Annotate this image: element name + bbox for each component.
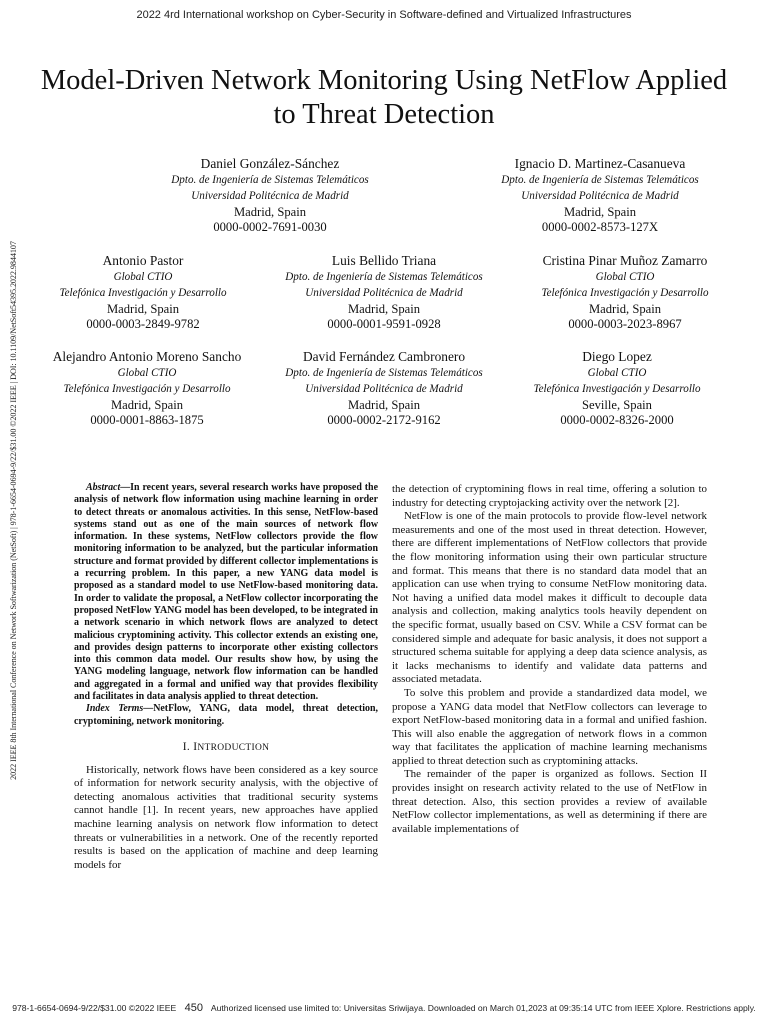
author-block xyxy=(28,348,266,429)
author-block xyxy=(145,155,395,236)
page-footer xyxy=(0,1002,768,1014)
author-location: Madrid, Spain xyxy=(110,397,184,412)
author-org: Universidad Politécnica de Madrid xyxy=(305,286,463,299)
abstract: Abstract—In recent years, several research works have proposed the analysis of network flow information using machine learning in order to detect threats or anomalous activities. In this sense, NetFlow-based systems stand out as one of the main sources of network flow information. In these systems, NetFlow collectors provide the flow monitoring information to be analyzed, but the particular information structure and format provided by different collector implementations is a recurring problem. In this paper, a new YANG data model is proposed as a standard model to use NetFlow-based monitoring data. In order to validate the proposal, a NetFlow collector incorporating the proposed NetFlow YANG model has been developed, to be integrated in a network scenario in which network flows are analyzed to detect malicious cryptomining activity. This collector extends an existing one, and provides design patterns to incorporate other existing collectors into this common data model. Our results show how, by using the YANG modeling language, network flow information can be handled and aggregated in a formal and unified way that provides flexibility and facilitates in data analysis applied to threat detection. xyxy=(74,482,378,703)
paragraph: The remainder of the paper is organized as follows. Section II provides insight on research activity related to the use of NetFlow in threat detection. Also, this section provides a review of available NetFlow collector implementations, as well as determining if there are available implementations of xyxy=(392,768,707,835)
author-org: Universidad Politécnica de Madrid xyxy=(521,189,679,202)
paragraph: To solve this problem and provide a standardized data model, we propose a YANG data model that NetFlow collectors can leverage to export NetFlow-based monitoring data in a formal and unified fashion. This will also enable the aggregation of network flows in a common way that facilitates the application of machine learning mechanisms applied to threat detection such as cryptomining attacks. xyxy=(392,686,707,767)
author-location: Madrid, Spain xyxy=(233,204,307,219)
author-dept: Dpto. de Ingeniería de Sistemas Telemáticos xyxy=(171,174,369,186)
author-org: Universidad Politécnica de Madrid xyxy=(305,382,463,395)
author-org: Universidad Politécnica de Madrid xyxy=(191,189,349,202)
author-dept: Global CTIO xyxy=(117,367,177,379)
index-terms-label: Index Terms xyxy=(86,703,144,715)
author-orcid: 0000-0002-2172-9162 xyxy=(327,413,441,428)
author-dept: Dpto. de Ingeniería de Sistemas Telemáticos xyxy=(285,271,483,283)
author-block xyxy=(465,155,735,236)
author-dept: Global CTIO xyxy=(113,271,173,283)
author-block xyxy=(28,252,258,333)
author-org: Telefónica Investigación y Desarrollo xyxy=(63,382,231,395)
author-block xyxy=(258,252,510,333)
author-location: Seville, Spain xyxy=(582,397,652,412)
author-orcid: 0000-0003-2849-9782 xyxy=(86,317,200,332)
page-number: 450 xyxy=(184,1002,203,1014)
side-copyright-text: 2022 IEEE 8th International Conference on Network Softwarization (NetSoft) | 978-1-6654-0694-9/22/$31.00 ©2022 IEEE | DOI: 10.1109/NetSoft54395.2022.9844107 xyxy=(8,240,18,780)
author-dept: Dpto. de Ingeniería de Sistemas Telemáticos xyxy=(501,174,699,186)
author-orcid: 0000-0002-8573-127X xyxy=(541,220,659,235)
author-block xyxy=(510,252,740,333)
side-copyright-note xyxy=(0,160,26,860)
author-location: Madrid, Spain xyxy=(106,301,180,316)
abstract-text: In recent years, several research works have proposed the analysis of network flow information using machine learning in order to detect threats or anomalous activities. In this sense, NetFlow-based systems stand out as one of the main sources of network flow information. In these systems, NetFlow collectors provide the flow monitoring information to be analyzed, but the particular information structure and format provided by different collector implementations is a recurring problem. In this paper, a new YANG data model is proposed as a standard model to use NetFlow-based monitoring data. In order to validate the proposal, a NetFlow collector incorporating the proposed NetFlow YANG model has been developed, to be integrated in a network scenario in which network flows are analyzed to detect malicious cryptomining activity. This collector extends an existing one, and provides design patterns to incorporate other existing collectors into this common data model. Our results show how, by using the YANG modeling language, network flow information can be handled and aggregated in a formal and unified way that provides flexibility and facilitates in data analysis applied to threat detection. xyxy=(74,482,378,703)
author-org: Telefónica Investigación y Desarrollo xyxy=(541,286,709,299)
section-title-rest: NTRODUCTION xyxy=(197,742,270,753)
abstract-label: Abstract xyxy=(86,482,121,493)
author-dept: Dpto. de Ingeniería de Sistemas Telemáticos xyxy=(285,367,483,379)
author-block xyxy=(500,348,734,429)
author-orcid: 0000-0001-9591-0928 xyxy=(327,317,441,332)
footer-isbn: 978-1-6654-0694-9/22/$31.00 ©2022 IEEE xyxy=(12,1003,177,1013)
author-dept: Global CTIO xyxy=(587,367,647,379)
paragraph: the detection of cryptomining flows in real time, offering a solution to industry for detecting cryptojacking activity over the network [2]. xyxy=(392,483,707,509)
author-block xyxy=(258,348,510,429)
author-org: Telefónica Investigación y Desarrollo xyxy=(533,382,701,395)
author-location: Madrid, Spain xyxy=(563,204,637,219)
section-heading-introduction xyxy=(74,741,378,756)
author-orcid: 0000-0002-8326-2000 xyxy=(560,413,674,428)
index-terms-text: NetFlow, YANG, data model, threat detection, cryptomining, network monitoring. xyxy=(74,703,378,727)
author-name: Daniel González-Sánchez xyxy=(200,156,340,171)
author-orcid: 0000-0001-8863-1875 xyxy=(90,413,204,428)
section-first-letter: I xyxy=(193,740,198,753)
paragraph: Historically, network flows have been considered as a key source of information for network security analysis, with the objective of detecting anomalous activities that traditional security systems cannot handle [1]. In recent years, new approaches have applied machine learning analysis on network flow information to detect threats or vulnerabilities in a network. One of the recently reported results is based on the application of machine and deep learning models for xyxy=(74,763,378,871)
author-dept: Global CTIO xyxy=(595,271,655,283)
author-name: Ignacio D. Martinez-Casanueva xyxy=(514,156,686,171)
author-name: Diego Lopez xyxy=(582,349,652,364)
author-name: Luis Bellido Triana xyxy=(331,253,437,268)
author-name: Antonio Pastor xyxy=(102,253,184,268)
author-name: Alejandro Antonio Moreno Sancho xyxy=(52,349,242,364)
author-name: David Fernández Cambronero xyxy=(302,349,466,364)
paper-title: Model-Driven Network Monitoring Using NetFlow Applied to Threat Detection xyxy=(40,65,728,130)
right-column xyxy=(392,483,707,836)
author-name: Cristina Pinar Muñoz Zamarro xyxy=(542,253,708,268)
section-number: I. xyxy=(182,740,191,753)
index-terms: Index Terms—NetFlow, YANG, data model, threat detection, cryptomining, network monitoring. xyxy=(74,703,378,727)
author-orcid: 0000-0002-7691-0030 xyxy=(213,220,327,235)
author-orcid: 0000-0003-2023-8967 xyxy=(568,317,682,332)
author-location: Madrid, Spain xyxy=(588,301,662,316)
author-org: Telefónica Investigación y Desarrollo xyxy=(59,286,227,299)
conference-header: 2022 4rd International workshop on Cyber-Security in Software-defined and Virtualized Infrastructures xyxy=(136,9,632,21)
paragraph: NetFlow is one of the main protocols to provide flow-level network measurements and one of the most used in threat detection. However, there are different implementations of NetFlow collectors that provide the flow monitoring information using their own particular structure and format. This means that there is no standard data model that an application can use when trying to consume NetFlow monitoring data. Not having a unified data model makes it difficult to decouple data analysis and collection, making analytics tools heavily dependent on the specific format, usually based on CSV. While a CSV format can be considered simple and adequate for basic analysis, it does not support a structured schema suitable for applying a deep data science analysis, as it lacks mechanisms to identify and validate data patterns and associated metadata. xyxy=(392,510,707,686)
author-location: Madrid, Spain xyxy=(347,397,421,412)
left-column xyxy=(74,482,378,872)
footer-license: Authorized licensed use limited to: Universitas Sriwijaya. Downloaded on March 01,2023 at 09:35:14 UTC from IEEE Xplore. Restrictions apply. xyxy=(210,1003,756,1013)
author-location: Madrid, Spain xyxy=(347,301,421,316)
